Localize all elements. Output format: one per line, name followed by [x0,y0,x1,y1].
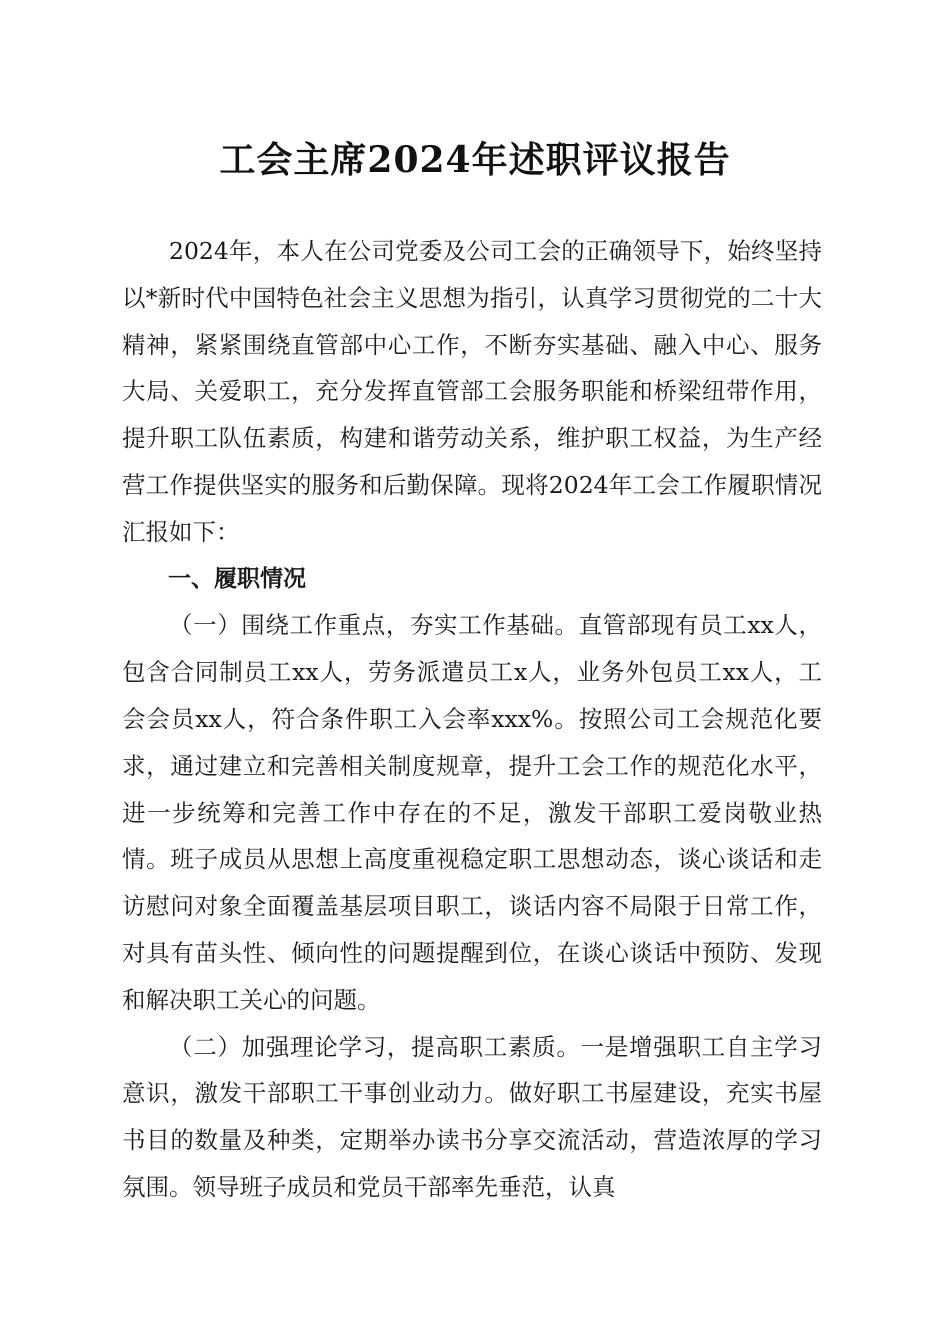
subsection-2-paragraph: （二）加强理论学习，提高职工素质。一是增强职工自主学习意识，激发干部职工干事创业动力。做好职工书屋建设，充实书屋书目的数量及种类，定期举办读书分享交流活动，营造浓厚的学习氛围。领导班子成员和党员干部率先垂范，认真 [122,1032,822,1201]
intro-paragraph: 2024年，本人在公司党委及公司工会的正确领导下，始终坚持以*新时代中国特色社会主义思想为指引，认真学习贯彻党的二十大精神，紧紧围绕直管部中心工作，不断夯实基础、融入中心、服务大局、关爱职工，充分发挥直管部工会服务职能和桥梁纽带作用，提升职工队伍素质，构建和谐劳动关系，维护职工权益，为生产经营工作提供坚实的服务和后勤保障。现将2024年工会工作履职情况汇报如下： [122,237,822,546]
section-heading-1: 一、履职情况 [168,565,306,592]
subsection-1-paragraph: （一）围绕工作重点，夯实工作基础。直管部现有员工xx人，包含合同制员工xx人，劳务派遣员工x人，业务外包员工xx人，工会会员xx人，符合条件职工入会率xxx%。按照公司工会规范化要求，通过建立和完善相关制度规章，提升工会工作的规范化水平，进一步统筹和完善工作中存在的不足，激发干部职工爱岗敬业热情。班子成员从思想上高度重视稳定职工思想动态，谈心谈话和走访慰问对象全面覆盖基层项目职工，谈话内容不局限于日常工作，对具有苗头性、倾向性的问题提醒到位，在谈心谈话中预防、发现和解决职工关心的问题。 [122,611,822,1014]
document-title: 工会主席2024年述职评议报告 [219,139,731,181]
document-body [122,228,822,1211]
